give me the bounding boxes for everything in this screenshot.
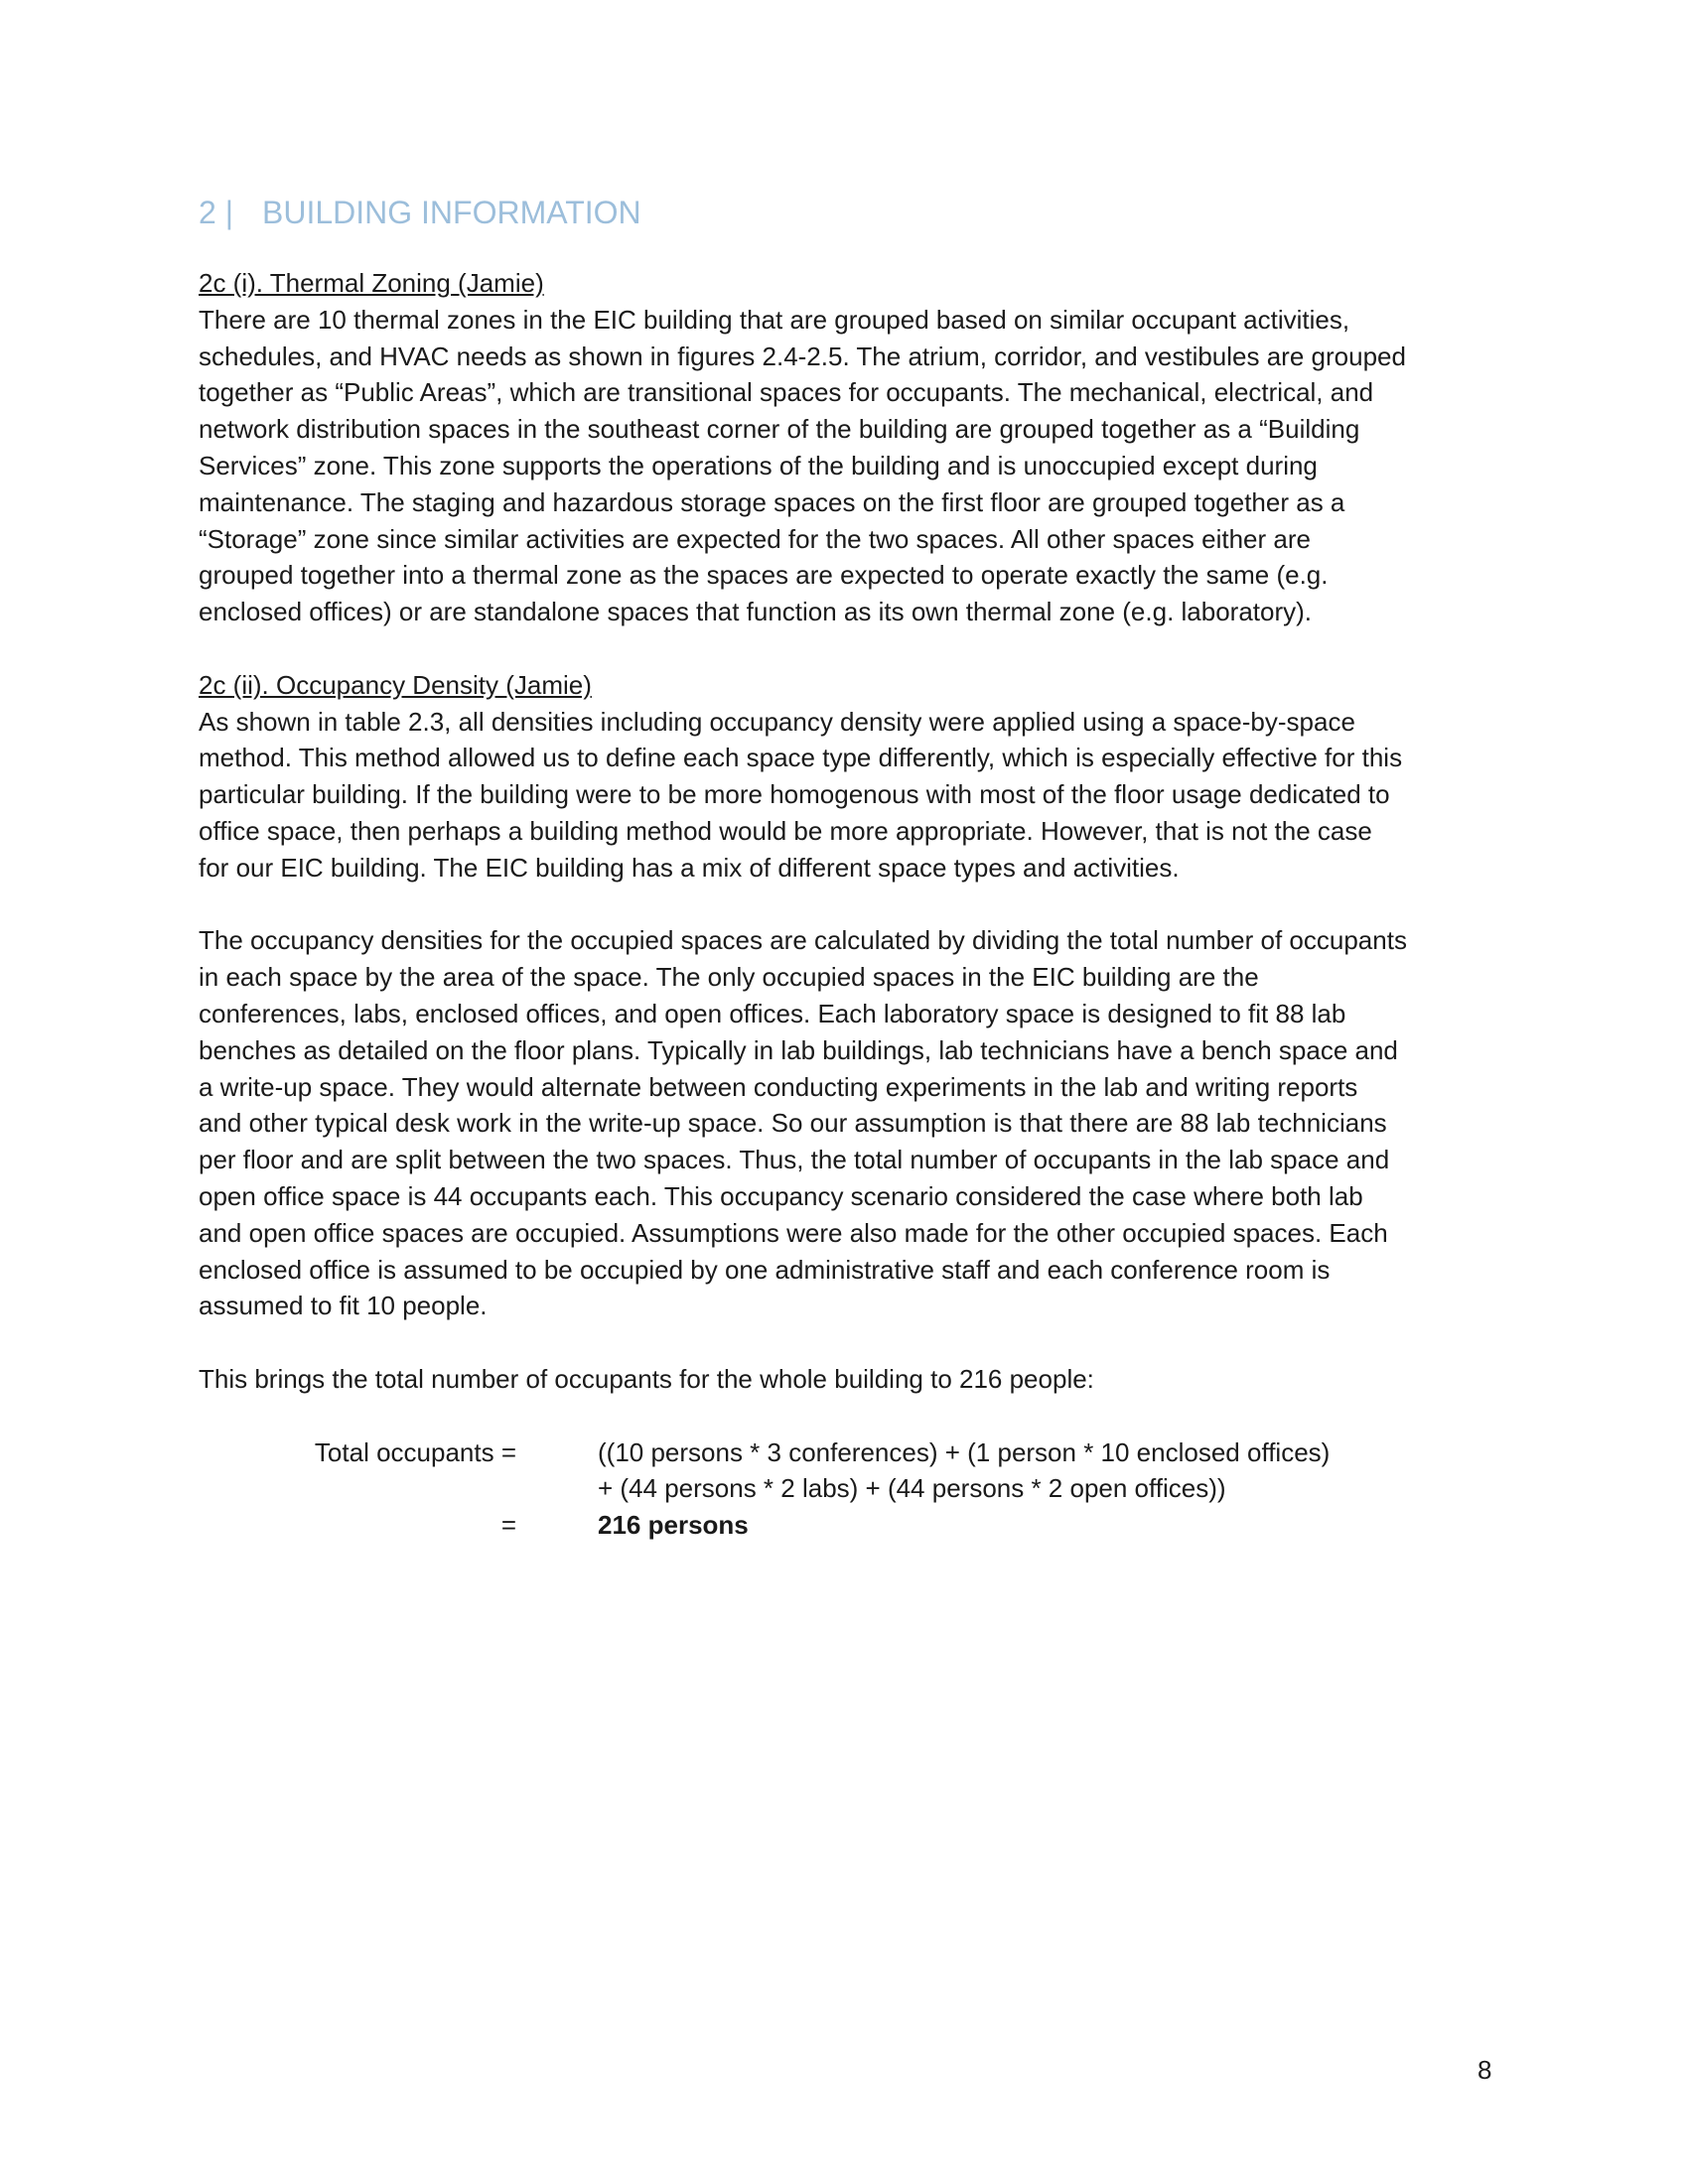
text-line: enclosed offices) or are standalone spaces that function as its own thermal zone (e.g. laboratory). [199, 597, 1313, 627]
text-line: maintenance. The staging and hazardous storage spaces on the first floor are grouped together as a [199, 486, 1345, 517]
text-line: per floor and are split between the two spaces. Thus, the total number of occupants in the lab space and [199, 1145, 1390, 1175]
calc-result: 216 persons [598, 1510, 749, 1541]
text-line: As shown in table 2.3, all densities including occupancy density were applied using a space-by-space [199, 706, 1355, 737]
document-page [199, 195, 1499, 1544]
occupancy-density-heading: 2c (ii). Occupancy Density (Jamie) [199, 669, 592, 700]
text-line: assumed to fit 10 people. [199, 1291, 488, 1321]
thermal-zoning-heading: 2c (i). Thermal Zoning (Jamie) [199, 268, 544, 298]
text-line: The occupancy densities for the occupied spaces are calculated by dividing the total number of occupants [199, 925, 1407, 956]
section-title: BUILDING INFORMATION [262, 195, 641, 230]
occupancy-summary-sentence: This brings the total number of occupants for the whole building to 216 people: [199, 1363, 1094, 1394]
text-line: for our EIC building. The EIC building has a mix of different space types and activities. [199, 852, 1180, 883]
section-heading [199, 195, 1499, 231]
calc-row-3 [199, 1507, 1499, 1544]
text-line: grouped together into a thermal zone as the spaces are expected to operate exactly the same (e.g. [199, 560, 1329, 591]
calc-expression-line-2: + (44 persons * 2 labs) + (44 persons * 2 open offices)) [598, 1473, 1226, 1504]
text-line: particular building. If the building were to be more homogenous with most of the floor usage dedicated to [199, 779, 1390, 810]
page-number: 8 [1477, 2055, 1492, 2085]
calc-label-empty [199, 1470, 516, 1507]
text-line: conferences, labs, enclosed offices, and open offices. Each laboratory space is designed to fit 88 lab [199, 998, 1346, 1028]
text-line: office space, then perhaps a building method would be more appropriate. However, that is not the case [199, 815, 1372, 846]
calc-row-1 [199, 1434, 1499, 1471]
text-line: “Storage” zone since similar activities are expected for the two spaces. All other spaces either are [199, 523, 1311, 554]
section-number: 2 | [199, 195, 233, 230]
text-line: network distribution spaces in the southeast corner of the building are grouped together as a “Building [199, 414, 1360, 445]
text-line: benches as detailed on the floor plans. Typically in lab buildings, lab technicians have a bench space and [199, 1034, 1398, 1065]
text-line: method. This method allowed us to define each space type differently, which is especially effective for this [199, 743, 1403, 773]
text-line: enclosed office is assumed to be occupied by one administrative staff and each conference room is [199, 1254, 1331, 1285]
text-line: Services” zone. This zone supports the operations of the building and is unoccupied except during [199, 450, 1318, 480]
text-line: in each space by the area of the space. The only occupied spaces in the EIC building are the [199, 962, 1259, 993]
occupancy-density-paragraph-1 [199, 704, 1499, 887]
text-line: and open office spaces are occupied. Assumptions were also made for the other occupied spaces. Each [199, 1217, 1388, 1248]
text-line: a write-up space. They would alternate between conducting experiments in the lab and writing reports [199, 1071, 1358, 1102]
text-line: open office space is 44 occupants each. This occupancy scenario considered the case where both lab [199, 1180, 1363, 1211]
calc-row-2 [199, 1470, 1499, 1507]
spacer [199, 1324, 1499, 1361]
text-line: together as “Public Areas”, which are transitional spaces for occupants. The mechanical, electrical, and [199, 377, 1374, 408]
text-line: There are 10 thermal zones in the EIC building that are grouped based on similar occupant activities, [199, 304, 1350, 335]
text-line: and other typical desk work in the write-up space. So our assumption is that there are 88 lab technicians [199, 1108, 1387, 1139]
spacer [199, 630, 1499, 667]
thermal-zoning-paragraph [199, 302, 1499, 630]
occupancy-density-paragraph-2 [199, 922, 1499, 1324]
occupant-calculation [199, 1434, 1499, 1544]
calc-label: Total occupants = [314, 1436, 516, 1467]
text-line: schedules, and HVAC needs as shown in figures 2.4-2.5. The atrium, corridor, and vestibules are grouped [199, 341, 1406, 371]
spacer [199, 887, 1499, 923]
calc-expression-line-1: ((10 persons * 3 conferences) + (1 person * 10 enclosed offices) [598, 1436, 1331, 1467]
calc-equals: = [500, 1510, 516, 1541]
